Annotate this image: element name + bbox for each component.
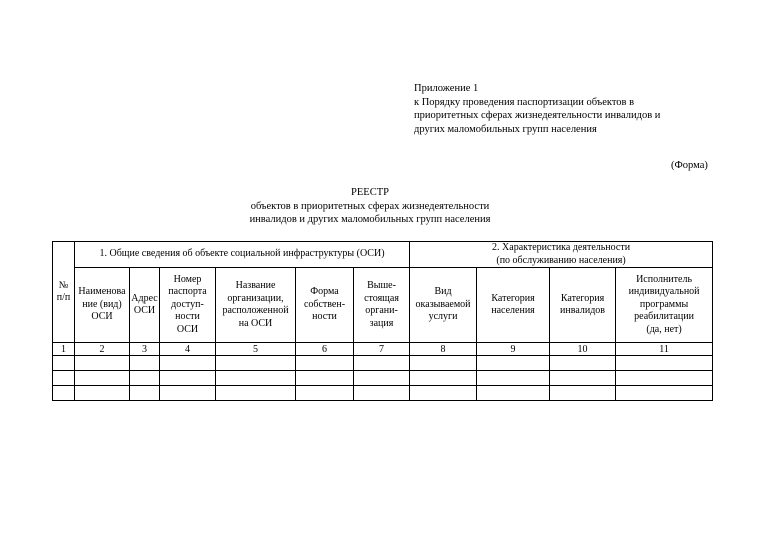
column-header-text: Адрес xyxy=(131,292,158,304)
table-cell xyxy=(160,371,216,386)
table-cell xyxy=(616,356,713,371)
table-cell xyxy=(160,386,216,401)
header-col-no xyxy=(53,242,75,343)
table-cell xyxy=(53,371,75,386)
column-header-text: Название xyxy=(235,280,276,291)
column-header-text: ние (вид) xyxy=(82,298,122,310)
column-header-text: Наименова xyxy=(78,286,126,298)
table-row xyxy=(53,371,713,386)
header-row-groups xyxy=(53,242,713,268)
table-cell xyxy=(130,356,160,371)
column-header xyxy=(75,268,130,343)
column-header-text: реабилитации xyxy=(634,311,694,323)
column-header-text: населения xyxy=(491,305,535,316)
column-number-row xyxy=(53,343,713,356)
table-cell xyxy=(354,356,410,371)
title-line: объектов в приоритетных сферах жизнедеятельности xyxy=(250,200,490,212)
column-header xyxy=(296,268,354,343)
table-cell xyxy=(160,356,216,371)
column-header-text: оказываемой xyxy=(415,298,471,310)
header-row-columns xyxy=(53,268,713,343)
column-number: 2 xyxy=(75,343,130,356)
column-number: 4 xyxy=(160,343,216,356)
table-cell xyxy=(296,386,354,401)
header-text: (по обслуживанию населения) xyxy=(496,254,626,266)
column-header-text: собствен- xyxy=(303,298,346,310)
table-cell xyxy=(216,386,296,401)
header-group-general: 1. Общие сведения об объекте социальной инфраструктуры (ОСИ) xyxy=(75,242,410,268)
column-header xyxy=(130,268,160,343)
header-text: № xyxy=(58,279,69,291)
table-cell xyxy=(53,356,75,371)
form-label: (Форма) xyxy=(671,160,708,171)
column-header xyxy=(410,268,477,343)
table-cell xyxy=(75,386,130,401)
appendix-line: к Порядку проведения паспортизации объектов в xyxy=(414,96,635,108)
table-cell xyxy=(53,386,75,401)
table-cell xyxy=(550,356,616,371)
header-text: 2. Характеристика деятельности xyxy=(492,242,631,253)
column-header-text: расположенной xyxy=(222,305,289,316)
table-cell xyxy=(616,386,713,401)
table-cell xyxy=(296,356,354,371)
title-heading: РЕЕСТР xyxy=(351,187,389,198)
table-cell xyxy=(130,371,160,386)
table-cell xyxy=(410,386,477,401)
table-body xyxy=(53,356,713,401)
column-header-text: доступ- xyxy=(171,298,204,310)
table-row xyxy=(53,386,713,401)
column-header xyxy=(616,268,713,343)
appendix-note xyxy=(414,82,660,136)
column-header-text: органи- xyxy=(365,305,398,316)
table-cell xyxy=(550,371,616,386)
title-line: инвалидов и других маломобильных групп населения xyxy=(249,214,491,225)
column-header-text: паспорта xyxy=(168,286,207,298)
table-cell xyxy=(354,371,410,386)
table-cell xyxy=(296,371,354,386)
column-header-text: ОСИ xyxy=(91,311,113,323)
column-header-text: услуги xyxy=(428,311,458,323)
column-header-text: на ОСИ xyxy=(238,317,273,329)
column-header xyxy=(354,268,410,343)
column-header-text: ности xyxy=(175,311,200,323)
column-number: 1 xyxy=(53,343,75,356)
column-header-text: Выше- xyxy=(367,280,396,291)
table-cell xyxy=(130,386,160,401)
table-cell xyxy=(410,356,477,371)
column-number: 9 xyxy=(477,343,550,356)
column-number: 3 xyxy=(130,343,160,356)
column-header-text: индивидуальной xyxy=(628,286,700,298)
document-title xyxy=(150,186,590,227)
column-number: 5 xyxy=(216,343,296,356)
column-number: 10 xyxy=(550,343,616,356)
table-cell xyxy=(216,356,296,371)
table-cell xyxy=(75,371,130,386)
column-header xyxy=(160,268,216,343)
column-header-text: ности xyxy=(312,311,337,323)
column-header-text: инвалидов xyxy=(560,305,606,316)
column-header-text: ОСИ xyxy=(133,305,156,316)
table-row xyxy=(53,356,713,371)
column-header-text: Категория xyxy=(560,292,605,304)
column-header-text: программы xyxy=(639,298,689,310)
table-cell xyxy=(477,386,550,401)
table-cell xyxy=(616,371,713,386)
table-cell xyxy=(410,371,477,386)
column-header-text: Вид xyxy=(434,286,452,298)
column-header-text: Исполнитель xyxy=(636,273,693,285)
column-header-text: организации, xyxy=(227,292,284,304)
table-cell xyxy=(216,371,296,386)
appendix-line: других маломобильных групп населения xyxy=(414,123,597,135)
appendix-line: приоритетных сферах жизнедеятельности инвалидов и xyxy=(414,110,661,121)
header-text: п/п xyxy=(56,292,71,303)
column-number: 8 xyxy=(410,343,477,356)
column-header-text: Категория xyxy=(491,292,535,304)
column-header-text: ОСИ xyxy=(176,323,199,335)
column-number: 6 xyxy=(296,343,354,356)
column-number: 7 xyxy=(354,343,410,356)
column-header xyxy=(550,268,616,343)
table-cell xyxy=(550,386,616,401)
table-cell xyxy=(477,371,550,386)
appendix-line: Приложение 1 xyxy=(414,83,479,94)
column-header-text: зация xyxy=(369,317,394,329)
column-header xyxy=(216,268,296,343)
column-header xyxy=(477,268,550,343)
column-header-text: Форма xyxy=(310,286,339,298)
column-header-text: Номер xyxy=(173,273,202,285)
header-group-activity xyxy=(410,242,713,268)
table-cell xyxy=(75,356,130,371)
column-header-text: стоящая xyxy=(364,292,399,304)
column-number: 11 xyxy=(616,343,713,356)
table-cell xyxy=(354,386,410,401)
table-cell xyxy=(477,356,550,371)
registry-table xyxy=(52,241,713,401)
column-header-text: (да, нет) xyxy=(646,323,682,335)
